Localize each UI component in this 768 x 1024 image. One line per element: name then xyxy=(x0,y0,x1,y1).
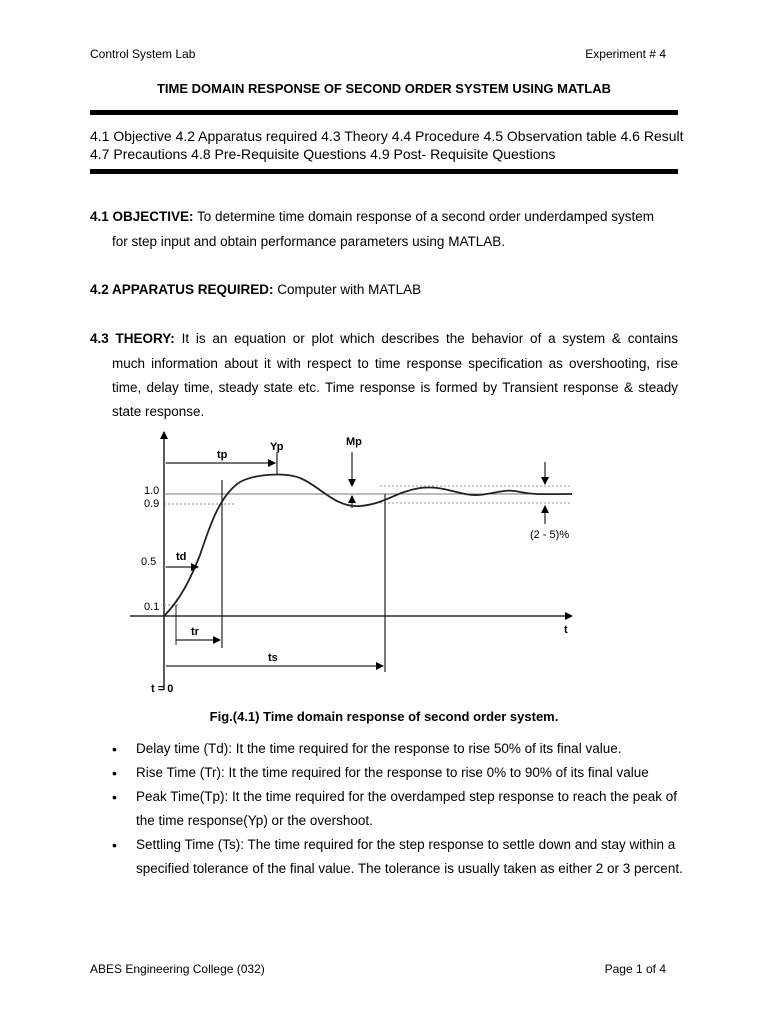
response-curve xyxy=(164,475,572,616)
apparatus-text: Computer with MATLAB xyxy=(277,282,422,297)
list-item xyxy=(112,833,692,881)
bullet-text-rise-time: Rise Time (Tr): It the time required for the response to rise 0% to 90% of its final value xyxy=(136,765,649,780)
theory-line-1 xyxy=(90,327,678,351)
toc-line-1: 4.1 Objective 4.2 Apparatus required 4.3 Theory 4.4 Procedure 4.5 Observation table 4.6 Result xyxy=(90,128,684,144)
label-0-5: 0.5 xyxy=(141,556,157,568)
toc-line-2: 4.7 Precautions 4.8 Pre-Requisite Questions 4.9 Post- Requisite Questions xyxy=(90,146,556,162)
apparatus-heading: 4.2 APPARATUS REQUIRED: xyxy=(90,282,274,297)
theory-line-4: state response. xyxy=(112,404,205,419)
objective-section xyxy=(90,205,680,229)
footer-left: ABES Engineering College (032) xyxy=(90,962,265,976)
list-item xyxy=(112,761,692,785)
theory-heading: 4.3 THEORY: xyxy=(90,331,175,346)
footer-right: Page 1 of 4 xyxy=(604,962,666,976)
bullet-icon: • xyxy=(112,789,117,805)
objective-text: To determine time domain response of a second order underdamped system xyxy=(197,209,655,224)
label-tolerance: (2 - 5)% xyxy=(530,529,570,541)
label-ts: ts xyxy=(268,652,278,664)
apparatus-section xyxy=(90,278,421,302)
definitions-list xyxy=(112,737,692,881)
step-response-figure xyxy=(125,425,580,700)
label-t-zero: t = 0 xyxy=(151,683,174,695)
label-yp: Yp xyxy=(270,441,284,453)
theory-line-2: much information about it with respect to time response specification as overshooting, rise xyxy=(112,356,678,371)
bullet-text-delay-time: Delay time (Td): It the time required for the response to rise 50% of its final value. xyxy=(136,741,622,756)
bullet-icon: • xyxy=(112,837,117,853)
theory-line-3: time, delay time, steady state etc. Time response is formed by Transient response & steady xyxy=(112,380,678,395)
objective-text-2: for step input and obtain performance parameters using MATLAB. xyxy=(112,234,505,249)
bullet-icon: • xyxy=(112,741,117,757)
label-mp: Mp xyxy=(346,436,362,448)
label-td: td xyxy=(176,551,187,563)
bullet-text-settling-time: Settling Time (Ts): The time required for the step response to settle down and stay within a specified tolerance of the final value. The tolerance is usually taken as either 2 or 3 percent. xyxy=(136,837,683,876)
header-left: Control System Lab xyxy=(90,47,196,61)
top-rule xyxy=(90,110,678,115)
label-tp: tp xyxy=(217,449,228,461)
label-0-9: 0.9 xyxy=(144,498,160,510)
bullet-text-peak-time: Peak Time(Tp): It the time required for the overdamped step response to reach the peak of the time response(Yp) or the overshoot. xyxy=(136,789,678,828)
page-title: TIME DOMAIN RESPONSE OF SECOND ORDER SYSTEM USING MATLAB xyxy=(156,81,612,96)
label-t: t xyxy=(564,624,568,636)
label-tr: tr xyxy=(191,626,199,638)
label-1-0: 1.0 xyxy=(144,485,160,497)
objective-heading: 4.1 OBJECTIVE: xyxy=(90,209,194,224)
theory-text-1: It is an equation or plot which describes the behavior of a system & contains xyxy=(181,331,678,346)
list-item xyxy=(112,737,692,761)
bullet-icon: • xyxy=(112,765,117,781)
label-0-1: 0.1 xyxy=(144,601,160,613)
list-item xyxy=(112,785,692,833)
figure-caption: Fig.(4.1) Time domain response of second order system. xyxy=(209,709,559,724)
header-right: Experiment # 4 xyxy=(585,47,666,61)
bottom-rule xyxy=(90,169,678,174)
